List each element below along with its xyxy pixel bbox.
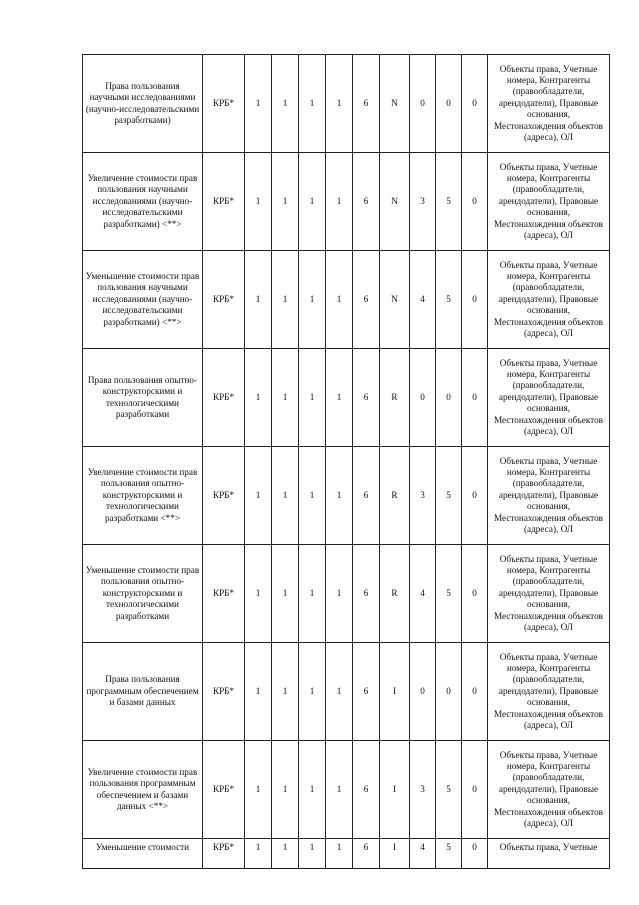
code-digit-cell: 0 [462,643,488,741]
code-digit-cell: 1 [272,545,299,643]
code-digit-cell: 1 [272,447,299,545]
budget-code-cell: КРБ* [203,447,245,545]
code-digit-cell: 0 [436,643,462,741]
code-digit-cell: 1 [299,545,326,643]
code-digit-cell: 1 [299,741,326,839]
code-digit-cell: 1 [245,349,272,447]
table-row [83,447,610,545]
account-name-cell: Уменьшение стоимости прав пользования опытно-конструкторскими и технологическими разработками [83,545,203,643]
analytics-cell: Объекты права, Учетные номера, Контрагенты (правообладатели, арендодатели), Правовые основания, Местонахождения объектов (адреса), ОЛ [488,545,610,643]
code-digit-cell: 5 [436,153,462,251]
code-digit-cell: 1 [326,741,353,839]
account-name-cell: Увеличение стоимости прав пользования научными исследованиями (научно-исследовательскими разработками) <**> [83,153,203,251]
code-digit-cell: 3 [410,447,436,545]
code-digit-cell: 1 [326,643,353,741]
code-letter-cell: R [380,447,410,545]
code-digit-cell: 0 [462,251,488,349]
analytics-cell: Объекты права, Учетные номера, Контрагенты (правообладатели, арендодатели), Правовые основания, Местонахождения объектов (адреса), ОЛ [488,55,610,153]
code-digit-cell: 1 [299,55,326,153]
table-row [83,153,610,251]
code-digit-cell: 0 [462,447,488,545]
code-digit-cell: 5 [436,447,462,545]
table-body [83,55,610,869]
code-digit-cell: 1 [299,153,326,251]
code-letter-cell: I [380,643,410,741]
analytics-cell: Объекты права, Учетные номера, Контрагенты (правообладатели, арендодатели), Правовые основания, Местонахождения объектов (адреса), ОЛ [488,741,610,839]
account-name-cell: Уменьшение стоимости [83,839,203,869]
code-digit-cell: 6 [353,251,380,349]
budget-code-cell: КРБ* [203,251,245,349]
code-letter-cell: N [380,153,410,251]
code-digit-cell: 4 [410,251,436,349]
code-digit-cell: 6 [353,839,380,869]
code-digit-cell: 1 [272,643,299,741]
code-digit-cell: 0 [410,55,436,153]
code-digit-cell: 3 [410,153,436,251]
code-digit-cell: 6 [353,349,380,447]
code-digit-cell: 1 [326,349,353,447]
code-letter-cell: I [380,741,410,839]
code-digit-cell: 3 [410,741,436,839]
account-name-cell: Увеличение стоимости прав пользования опытно-конструкторскими и технологическими разработками <**> [83,447,203,545]
code-digit-cell: 1 [245,251,272,349]
code-letter-cell: R [380,545,410,643]
table-row [83,545,610,643]
budget-code-cell: КРБ* [203,153,245,251]
table-row [83,643,610,741]
code-digit-cell: 6 [353,153,380,251]
code-digit-cell: 4 [410,839,436,869]
code-digit-cell: 1 [299,349,326,447]
code-digit-cell: 1 [326,839,353,869]
code-digit-cell: 0 [436,349,462,447]
code-digit-cell: 0 [410,643,436,741]
code-digit-cell: 0 [462,545,488,643]
budget-code-cell: КРБ* [203,839,245,869]
code-letter-cell: I [380,839,410,869]
code-digit-cell: 1 [272,741,299,839]
code-digit-cell: 4 [410,545,436,643]
analytics-cell: Объекты права, Учетные номера, Контрагенты (правообладатели, арендодатели), Правовые основания, Местонахождения объектов (адреса), ОЛ [488,643,610,741]
code-digit-cell: 5 [436,839,462,869]
code-digit-cell: 1 [245,153,272,251]
code-digit-cell: 5 [436,545,462,643]
code-digit-cell: 6 [353,545,380,643]
code-digit-cell: 0 [462,839,488,869]
table-row [83,839,610,869]
code-digit-cell: 1 [272,55,299,153]
code-digit-cell: 0 [462,153,488,251]
budget-code-cell: КРБ* [203,741,245,839]
code-digit-cell: 1 [245,741,272,839]
code-digit-cell: 0 [462,741,488,839]
account-name-cell: Права пользования научными исследованиями (научно-исследовательскими разработками) [83,55,203,153]
table-row [83,251,610,349]
code-digit-cell: 6 [353,741,380,839]
code-digit-cell: 1 [326,545,353,643]
code-digit-cell: 1 [245,643,272,741]
code-letter-cell: N [380,251,410,349]
budget-code-cell: КРБ* [203,349,245,447]
code-digit-cell: 0 [410,349,436,447]
analytics-cell: Объекты права, Учетные номера, Контрагенты (правообладатели, арендодатели), Правовые основания, Местонахождения объектов (адреса), ОЛ [488,447,610,545]
table-row [83,349,610,447]
budget-code-cell: КРБ* [203,55,245,153]
code-digit-cell: 1 [245,839,272,869]
code-digit-cell: 1 [272,839,299,869]
code-digit-cell: 0 [436,55,462,153]
code-digit-cell: 1 [272,251,299,349]
budget-code-cell: КРБ* [203,545,245,643]
code-digit-cell: 5 [436,741,462,839]
account-name-cell: Права пользования программным обеспечением и базами данных [83,643,203,741]
code-letter-cell: N [380,55,410,153]
code-digit-cell: 6 [353,643,380,741]
code-digit-cell: 6 [353,55,380,153]
analytics-cell: Объекты права, Учетные номера, Контрагенты (правообладатели, арендодатели), Правовые основания, Местонахождения объектов (адреса), ОЛ [488,349,610,447]
analytics-cell: Объекты права, Учетные номера, Контрагенты (правообладатели, арендодатели), Правовые основания, Местонахождения объектов (адреса), ОЛ [488,251,610,349]
code-digit-cell: 1 [272,153,299,251]
table-row [83,741,610,839]
code-letter-cell: R [380,349,410,447]
code-digit-cell: 1 [245,55,272,153]
code-digit-cell: 6 [353,447,380,545]
account-name-cell: Права пользования опытно-конструкторскими и технологическими разработками [83,349,203,447]
accounts-table [82,54,610,869]
code-digit-cell: 1 [326,55,353,153]
code-digit-cell: 1 [245,545,272,643]
code-digit-cell: 1 [299,839,326,869]
code-digit-cell: 1 [326,153,353,251]
code-digit-cell: 1 [299,447,326,545]
code-digit-cell: 1 [299,251,326,349]
account-name-cell: Увеличение стоимости прав пользования программным обеспечением и базами данных <**> [83,741,203,839]
budget-code-cell: КРБ* [203,643,245,741]
code-digit-cell: 1 [326,447,353,545]
analytics-cell: Объекты права, Учетные номера, Контрагенты (правообладатели, арендодатели), Правовые основания, Местонахождения объектов (адреса), ОЛ [488,153,610,251]
code-digit-cell: 5 [436,251,462,349]
account-name-cell: Уменьшение стоимости прав пользования научными исследованиями (научно-исследовательскими разработками) <**> [83,251,203,349]
analytics-cell: Объекты права, Учетные [488,839,610,869]
code-digit-cell: 1 [245,447,272,545]
code-digit-cell: 0 [462,349,488,447]
code-digit-cell: 0 [462,55,488,153]
code-digit-cell: 1 [299,643,326,741]
code-digit-cell: 1 [326,251,353,349]
code-digit-cell: 1 [272,349,299,447]
table-row [83,55,610,153]
